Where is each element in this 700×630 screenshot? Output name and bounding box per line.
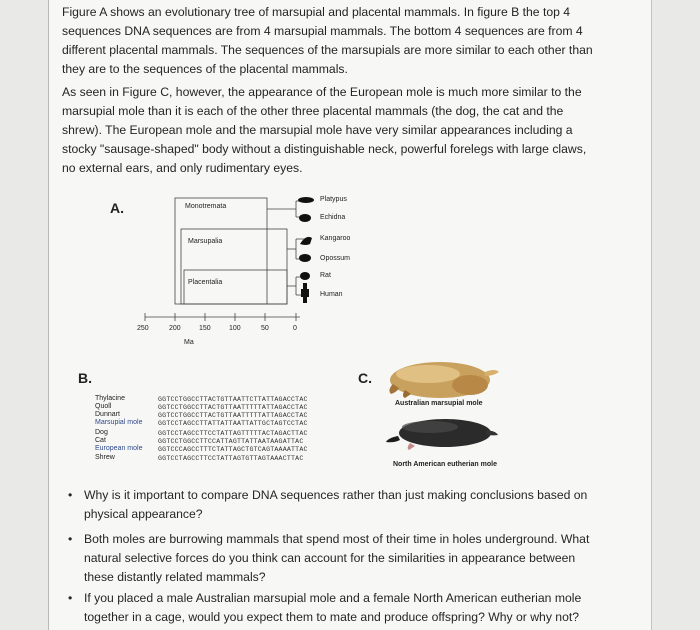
- taxon-human: Human: [320, 291, 343, 298]
- sequence-dog: GGTCCTAGCCTTCCTATTAGTTTTTACTAGACTTAC: [158, 430, 308, 437]
- eutherian-mole-image: [386, 419, 498, 450]
- question-text: Why is it important to compare DNA sequences rather than just making conclusions based on physical appearance?: [84, 488, 588, 521]
- sequence-dunnart: GGTCCTGGCCTTACTGTTAATTTTTATTAGACCTAC: [158, 412, 308, 419]
- intro-paragraph-1: Figure A shows an evolutionary tree of marsupial and placental mammals. In figure B the top 4 sequences DNA sequences are from 4 marsupial mammals. The bottom 4 sequences are from 4 different placental mammals. The sequences of the marsupials are more similar to each other than they are to the sequences of the placental mammals.: [62, 5, 593, 76]
- tick-0: 0: [293, 325, 297, 332]
- caption-australian-marsupial-mole: Australian marsupial mole: [395, 400, 483, 407]
- question-item: [60, 530, 620, 587]
- caption-north-american-mole: North American eutherian mole: [393, 461, 497, 468]
- figure-b-label: B.: [78, 370, 92, 386]
- tick-250: 250: [137, 325, 149, 332]
- species-shrew: Shrew: [95, 454, 115, 461]
- taxon-opossum: Opossum: [320, 255, 350, 262]
- sequence-thylacine: GGTCCTGGCCTTACTGTTAATTCTTATTAGACCTAC: [158, 396, 308, 403]
- question-item: [60, 486, 620, 524]
- tick-200: 200: [169, 325, 181, 332]
- species-quoll: Quoll: [95, 403, 112, 410]
- figure-a-label: A.: [110, 200, 124, 216]
- taxon-platypus: Platypus: [320, 196, 347, 203]
- species-cat: Cat: [95, 437, 106, 444]
- taxon-kangaroo: Kangaroo: [320, 235, 351, 242]
- monotremata-label: Monotremata: [185, 203, 227, 210]
- tick-150: 150: [199, 325, 211, 332]
- species-dog: Dog: [95, 429, 108, 436]
- question-item: [60, 589, 620, 627]
- sequence-shrew: GGTCCTAGCCTTCCTATTAGTGTTAGTAAACTTAC: [158, 455, 304, 462]
- sequence-marsupial-mole: GGTCCTAGCCTTATTATTAATTATTGCTAGTCCTAC: [158, 420, 308, 427]
- bullet-icon: •: [68, 591, 73, 605]
- question-list: [60, 486, 620, 627]
- marsupalia-label: Marsupalia: [188, 238, 223, 245]
- figure-c-label: C.: [358, 370, 372, 386]
- tick-50: 50: [261, 325, 269, 332]
- sequence-european-mole: GGTCCCAGCCTTTCTATTAGCTGTCAGTAAAATTAC: [158, 446, 308, 453]
- bullet-icon: •: [68, 532, 73, 546]
- sequence-quoll: GGTCCTGGCCTTACTGTTAATTTTTATTAGACCTAC: [158, 404, 308, 411]
- question-text: If you placed a male Australian marsupial mole and a female North American eutherian mole together in a cage, would you expect them to mate and produce offspring? Why or why not?: [84, 591, 582, 624]
- intro-paragraph-2: As seen in Figure C, however, the appearance of the European mole is much more similar to the marsupial mole than it is each of the other three placental mammals (the dog, the cat and the shrew). The European mole and the marsupial mole have very similar appearances including a stocky "sausage-shaped" body without a distinguishable neck, powerful forelegs with large claws, no external ears, and only rudimentary eyes.: [62, 85, 587, 175]
- tick-100: 100: [229, 325, 241, 332]
- bullet-icon: •: [68, 488, 73, 502]
- species-dunnart: Dunnart: [95, 411, 120, 418]
- marsupial-mole-image: [389, 362, 499, 398]
- placentalia-label: Placentalia: [188, 279, 223, 286]
- taxon-rat: Rat: [320, 272, 331, 279]
- taxon-echidna: Echidna: [320, 214, 346, 221]
- axis-unit: Ma: [184, 339, 194, 346]
- species-marsupial-mole: Marsupial mole: [95, 419, 143, 426]
- question-text: Both moles are burrowing mammals that spend most of their time in holes underground. What natural selective forces do you think can account for the similarities in appearance between these distantly related mammals?: [84, 532, 590, 584]
- species-european-mole: European mole: [95, 445, 143, 452]
- species-thylacine: Thylacine: [95, 395, 125, 402]
- sequence-cat: GGTCCTGGCCTTCCATTAGTTATTAATAAGATTAC: [158, 438, 304, 445]
